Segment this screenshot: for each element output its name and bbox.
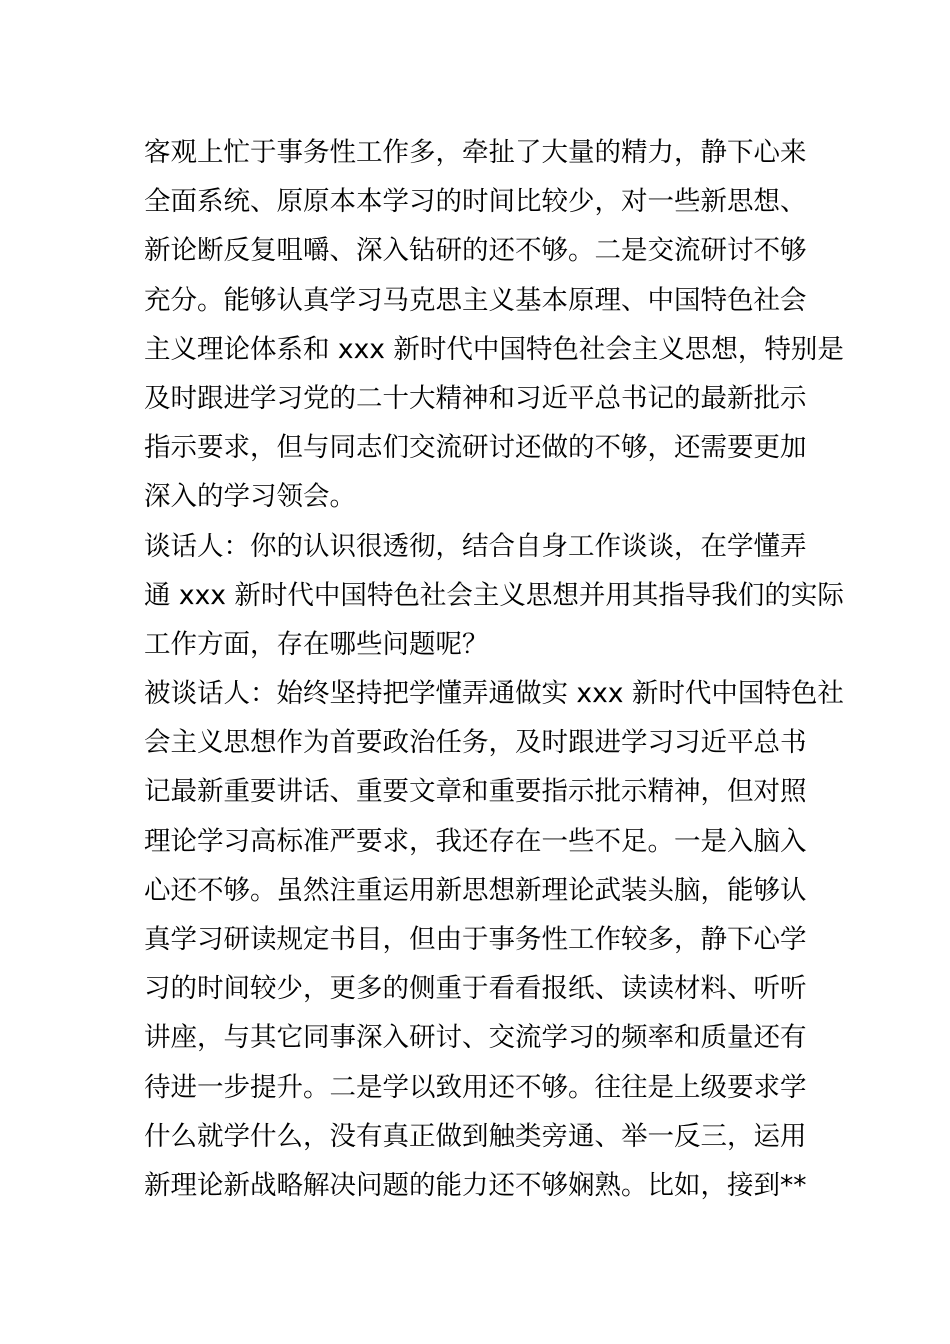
text-line: 习的时间较少，更多的侧重于看看报纸、读读材料、听听 [144, 973, 807, 1005]
text-line: 什么就学什么，没有真正做到触类旁通、举一反三，运用 [144, 1120, 807, 1152]
text-line: 指示要求，但与同志们交流研讨还做的不够，还需要更加 [144, 432, 807, 464]
text-line: 谈话人：你的认识很透彻，结合自身工作谈谈，在学懂弄 [144, 530, 807, 562]
text-line: 及时跟进学习党的二十大精神和习近平总书记的最新批示 [144, 382, 807, 414]
text-line: 讲座，与其它同事深入研讨、交流学习的频率和质量还有 [144, 1022, 807, 1054]
text-line: 会主义思想作为首要政治任务，及时跟进学习习近平总书 [144, 727, 807, 759]
text-line: 充分。能够认真学习马克思主义基本原理、中国特色社会 [144, 284, 807, 316]
text-line: 通 xxx 新时代中国特色社会主义思想并用其指导我们的实际 [144, 579, 844, 611]
text-line: 心还不够。虽然注重运用新思想新理论武装头脑，能够认 [144, 874, 807, 906]
text-line: 主义理论体系和 xxx 新时代中国特色社会主义思想，特别是 [144, 333, 844, 365]
text-line: 记最新重要讲话、重要文章和重要指示批示精神，但对照 [144, 776, 807, 808]
text-line: 客观上忙于事务性工作多，牵扯了大量的精力，静下心来 [144, 137, 807, 168]
text-line: 深入的学习领会。 [144, 481, 356, 513]
text-line: 新论断反复咀嚼、深入钻研的还不够。二是交流研讨不够 [144, 235, 807, 267]
text-line: 待进一步提升。二是学以致用还不够。往往是上级要求学 [144, 1071, 807, 1103]
text-line: 全面系统、原原本本学习的时间比较少，对一些新思想、 [144, 186, 807, 218]
text-line: 理论学习高标准严要求，我还存在一些不足。一是入脑入 [144, 825, 807, 857]
text-line: 工作方面，存在哪些问题呢？ [144, 628, 489, 660]
body-text [144, 128, 844, 1210]
text-line: 真学习研读规定书目，但由于事务性工作较多，静下心学 [144, 924, 807, 955]
text-line: 新理论新战略解决问题的能力还不够娴熟。比如，接到** [144, 1169, 807, 1201]
text-line: 被谈话人：始终坚持把学懂弄通做实 xxx 新时代中国特色社 [144, 678, 844, 710]
